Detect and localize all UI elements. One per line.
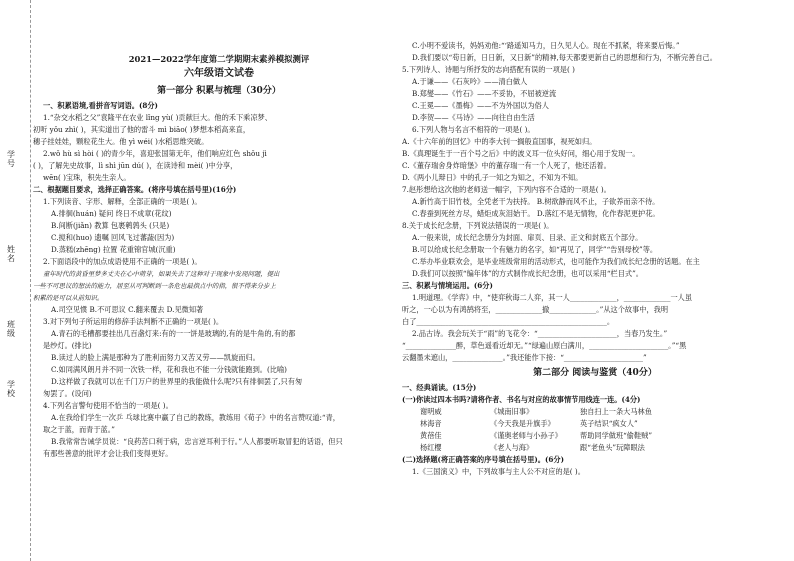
question-line: A.新竹高于旧竹枝，全凭老干为扶持。 B.树欲静而风不止，子欲养而亲不待。: [412, 197, 660, 206]
margin-label-id: 学号: [7, 150, 15, 168]
question-line: C.搅和(huo) 遗嘱 回风飞过蕃蔬(因为): [51, 233, 175, 242]
margin-label-name: 姓名: [7, 245, 15, 263]
left-column: [33, 44, 405, 460]
question-line: C.如同满风朗月并不同一次铁一样，花和我也不能一分钱就能跑到。(比喻): [51, 365, 287, 374]
question-line: D.这样做了我就可以在千门万户的世界里的我能做什么呢?只有徘徊罢了,只有匆: [51, 377, 303, 386]
question-line: 匆罢了。(设问): [43, 389, 92, 398]
match-author: 黄蓓佳: [420, 431, 442, 440]
question-line: 白了_____________________________________________________。: [402, 317, 615, 326]
question-line: C.《董存瑞舍身炸暗堡》中的董存瑞一有一个人死了，他还活着。: [402, 161, 611, 170]
question-line: B.《真理诞生于一百个号之后》中的波义耳一位头好问，细心用于发现一。: [402, 149, 640, 158]
binding-margin: [0, 0, 31, 561]
exam-title: 2021—2022学年度第二学期期末素养模拟测评: [128, 54, 310, 64]
question-line: B.可以给成长纪念册取一个有魅力的名字，如“再见了，同学”“告别母校”等。: [412, 245, 658, 254]
question-line: C.王冕——《墨梅》——不为外国以为俗人: [412, 101, 549, 110]
question-line: (二)选择题(将正确答案的序号填在括号里)。(6分): [402, 455, 564, 464]
question-line: B.郑燮——《竹石》——不妥协，不屈被逆流: [412, 89, 557, 98]
left-question-list: [33, 100, 405, 460]
question-line: 童年时代的黄昏里梦多丈夫在心中萌芽，如果失去了这种对于现象中发现问题，提出: [43, 270, 280, 278]
question-line: C.小明不爱读书，妈妈劝他:“‘路遥知马力，日久见人心。现在不抓紧，将来要后悔。”: [412, 41, 680, 50]
question-line: 三、积累与情境运用。(6分): [402, 281, 493, 290]
question-line: 1.“杂交水稻之父”袁隆平在农业 lǐng yù( )贡献巨大。他的禾下乘凉梦、: [43, 113, 272, 122]
question-line: 6.下列人物与名言不相符的一项是( )。: [412, 125, 535, 134]
question-line: C.春蚕到死丝方尽，蜡炬成灰泪始干。 D.落红不是无情物，化作春泥更护花。: [412, 209, 660, 218]
question-line: A.徘徊(huán) 疑问 终日不成章(花纹): [51, 209, 172, 218]
question-line: 3.对下列句子所运用的修辞手法判断不正确的一项是( )。: [43, 317, 224, 326]
question-line: 5.下列诗人、诗题与所抒发的志向搭配有误的一项是( ): [402, 65, 575, 74]
match-plot: 英子结识“疯女人”: [580, 419, 638, 428]
question-line: 7.赵彤想给这次他的老师送一幅字，下列内容不合适的一项是( )。: [402, 185, 611, 194]
question-line: A.青石的毛槽都要挂出几百盏灯来:有的一一饼是玻璃的,有的是牛角的,有的都: [51, 329, 296, 338]
question-line: 一些不可思议的想法的能力，居至从可判断到一条危也最指点中的指，很不得来分步上: [33, 282, 276, 290]
margin-label-school: 学校: [7, 380, 15, 398]
question-line: wēn( )宝珠，积先生亲人。: [43, 173, 131, 182]
question-line: 1.下列读音、字形、解释，全部正确的一项是( )。: [43, 197, 202, 206]
question-line: B.读过人的脸上满是那种为了胜利而努力又苦又劳——凯旋而归。: [51, 353, 260, 362]
question-line: 二、根据题目要求，选择正确答案。(将序号填在括号里)(16分): [33, 185, 237, 194]
match-author: 杨红樱: [420, 443, 442, 452]
part-two-heading: 第二部分 阅读与鉴赏（40分）: [533, 368, 657, 378]
question-line: B.间断(jiǎn) 教算 包裹鹌鹑头 (只是): [51, 221, 170, 230]
question-line: D.我们要以“苟日新，日日新，又日新”的精神,每天都要更新自己的思想和行为，不断完善自己。: [412, 53, 717, 62]
match-author: 谢明威: [420, 407, 442, 416]
question-line: 2.品古诗。我会玩关于“雨”的飞花令：“______________________，当春乃发生。”: [412, 329, 668, 338]
match-book: 《今天我是升旗手》: [490, 419, 555, 428]
match-plot: 跟“老鱼头”玩障眼法: [580, 443, 645, 452]
question-line: 积累的是可以从前知识。: [33, 294, 104, 302]
question-line: 取之于蓝，而青于蓝。”: [43, 425, 115, 434]
question-line: 一、积累语境,看拼音写词语。(8分): [43, 101, 158, 110]
section-heading: 一、经典诵读。(15分): [402, 383, 477, 392]
part-one-heading: 第一部分 积累与梳理（30分）: [157, 86, 281, 96]
question-line: 8.关于成长纪念册，下列说法错误的一项是( )。: [402, 221, 554, 230]
question-line: 2.下面语段中的加点成语使用不正确的一项是( )。: [43, 257, 202, 266]
question-line: A.一般来说，成长纪念册分为封面、扉页、目录、正文和封底五个部分。: [412, 233, 643, 242]
match-plot: 帮助同学做班“偷鞋贼”: [580, 431, 653, 440]
question-line: 云翻墨未遮山，______________。”我还能作下接：“______________________”: [402, 353, 647, 362]
match-book: 《老人与海》: [490, 443, 534, 452]
question-line: 听之，一心以为有鸿鹄将至，_____________撤_____________。”从这个故事中，我明: [402, 305, 669, 314]
section-heading: (一)你读过四本书吗?请将作者、书名与对应的故事情节用线连一连。(4分): [402, 395, 641, 404]
reading-section: [402, 382, 788, 406]
choice-section: [402, 454, 788, 478]
match-author: 林海音: [420, 419, 442, 428]
question-line: 1.明道理。《学弈》中，“使弈秋诲二人弈，其一人_____________，_____________一人虽: [412, 293, 693, 302]
question-line: A.在我给们学生一次乒 乓球比赛中赢了自己的教练，教练用《荀子》中的名言赞叹道:“青，: [51, 413, 340, 422]
question-line: D.李贺——《马诗》——向往自由生活: [412, 113, 535, 122]
question-line: 是纱灯。(排比): [43, 341, 92, 350]
question-line: D.我们可以按照“编年体”的方式制作成长纪念册，也可以采用“栏目式”。: [412, 269, 643, 278]
book-match-table: [402, 406, 788, 454]
match-book: 《谨奥老师与小孙子》: [490, 431, 562, 440]
question-line: 4.下列名言警句使用不恰当的一项是( )。: [43, 401, 173, 410]
question-line: 穗子挂娃娃，颗粒花生大。他 yì wéi( )水稻思维突破。: [33, 137, 209, 146]
question-line: A.司空见惯 B.不可思议 C.翻来覆去 D.见微知著: [51, 305, 204, 314]
question-line: ( )，了解先史故事，lì shì jūn dú( )，在读诗和 mèi( )中分享，: [33, 161, 238, 170]
question-line: 2.wǒ hù sì hòi ( )的青少年，喜迎张国第无年，他们响应红色 shǒu jì: [43, 149, 267, 158]
question-line: “______________醉，草色遥看近却无。”“绿遍山原白满川，______________________。”“黑: [402, 341, 687, 350]
match-plot: 独自扫上一条大马林鱼: [580, 407, 652, 416]
question-line: D.《两小儿辩日》中的孔子一知之为知之，不知为不知。: [402, 173, 583, 182]
question-line: 初听 yǒu zhì( )，其实道出了他的雷斗 mì biāo( )梦想本稻高来直，: [33, 125, 251, 134]
question-line: D.蒸糕(zhēng) 拉置 花重锦官城(沉重): [51, 245, 176, 254]
exam-subtitle: 六年级语文试卷: [184, 68, 254, 79]
question-line: A.于谦——《石灰吟》——清白做人: [412, 77, 528, 86]
question-line: A.《十六年前的回忆》中的李大钊一搁般直国事，视死如归。: [402, 137, 597, 146]
margin-label-class: 班级: [7, 320, 15, 338]
question-line: C.举办毕业联欢会，是毕业班级常用的活动形式，也可能作为我们成长纪念册的话题。在主: [412, 257, 700, 266]
match-book: 《城南旧事》: [490, 407, 534, 416]
question-line: B.我常常告诫学员说：“良药苦口利于病，忠言逆耳利于行。”人人都要听取冒犯的话语，但只: [51, 437, 343, 446]
question-line: 有那些善意的批评才会让我们变得更好。: [43, 449, 173, 458]
right-question-list: [402, 40, 788, 364]
right-column: [402, 40, 788, 478]
question-line: 1.《三国演义》中，下列故事与主人公不对应的是( )。: [412, 467, 585, 476]
